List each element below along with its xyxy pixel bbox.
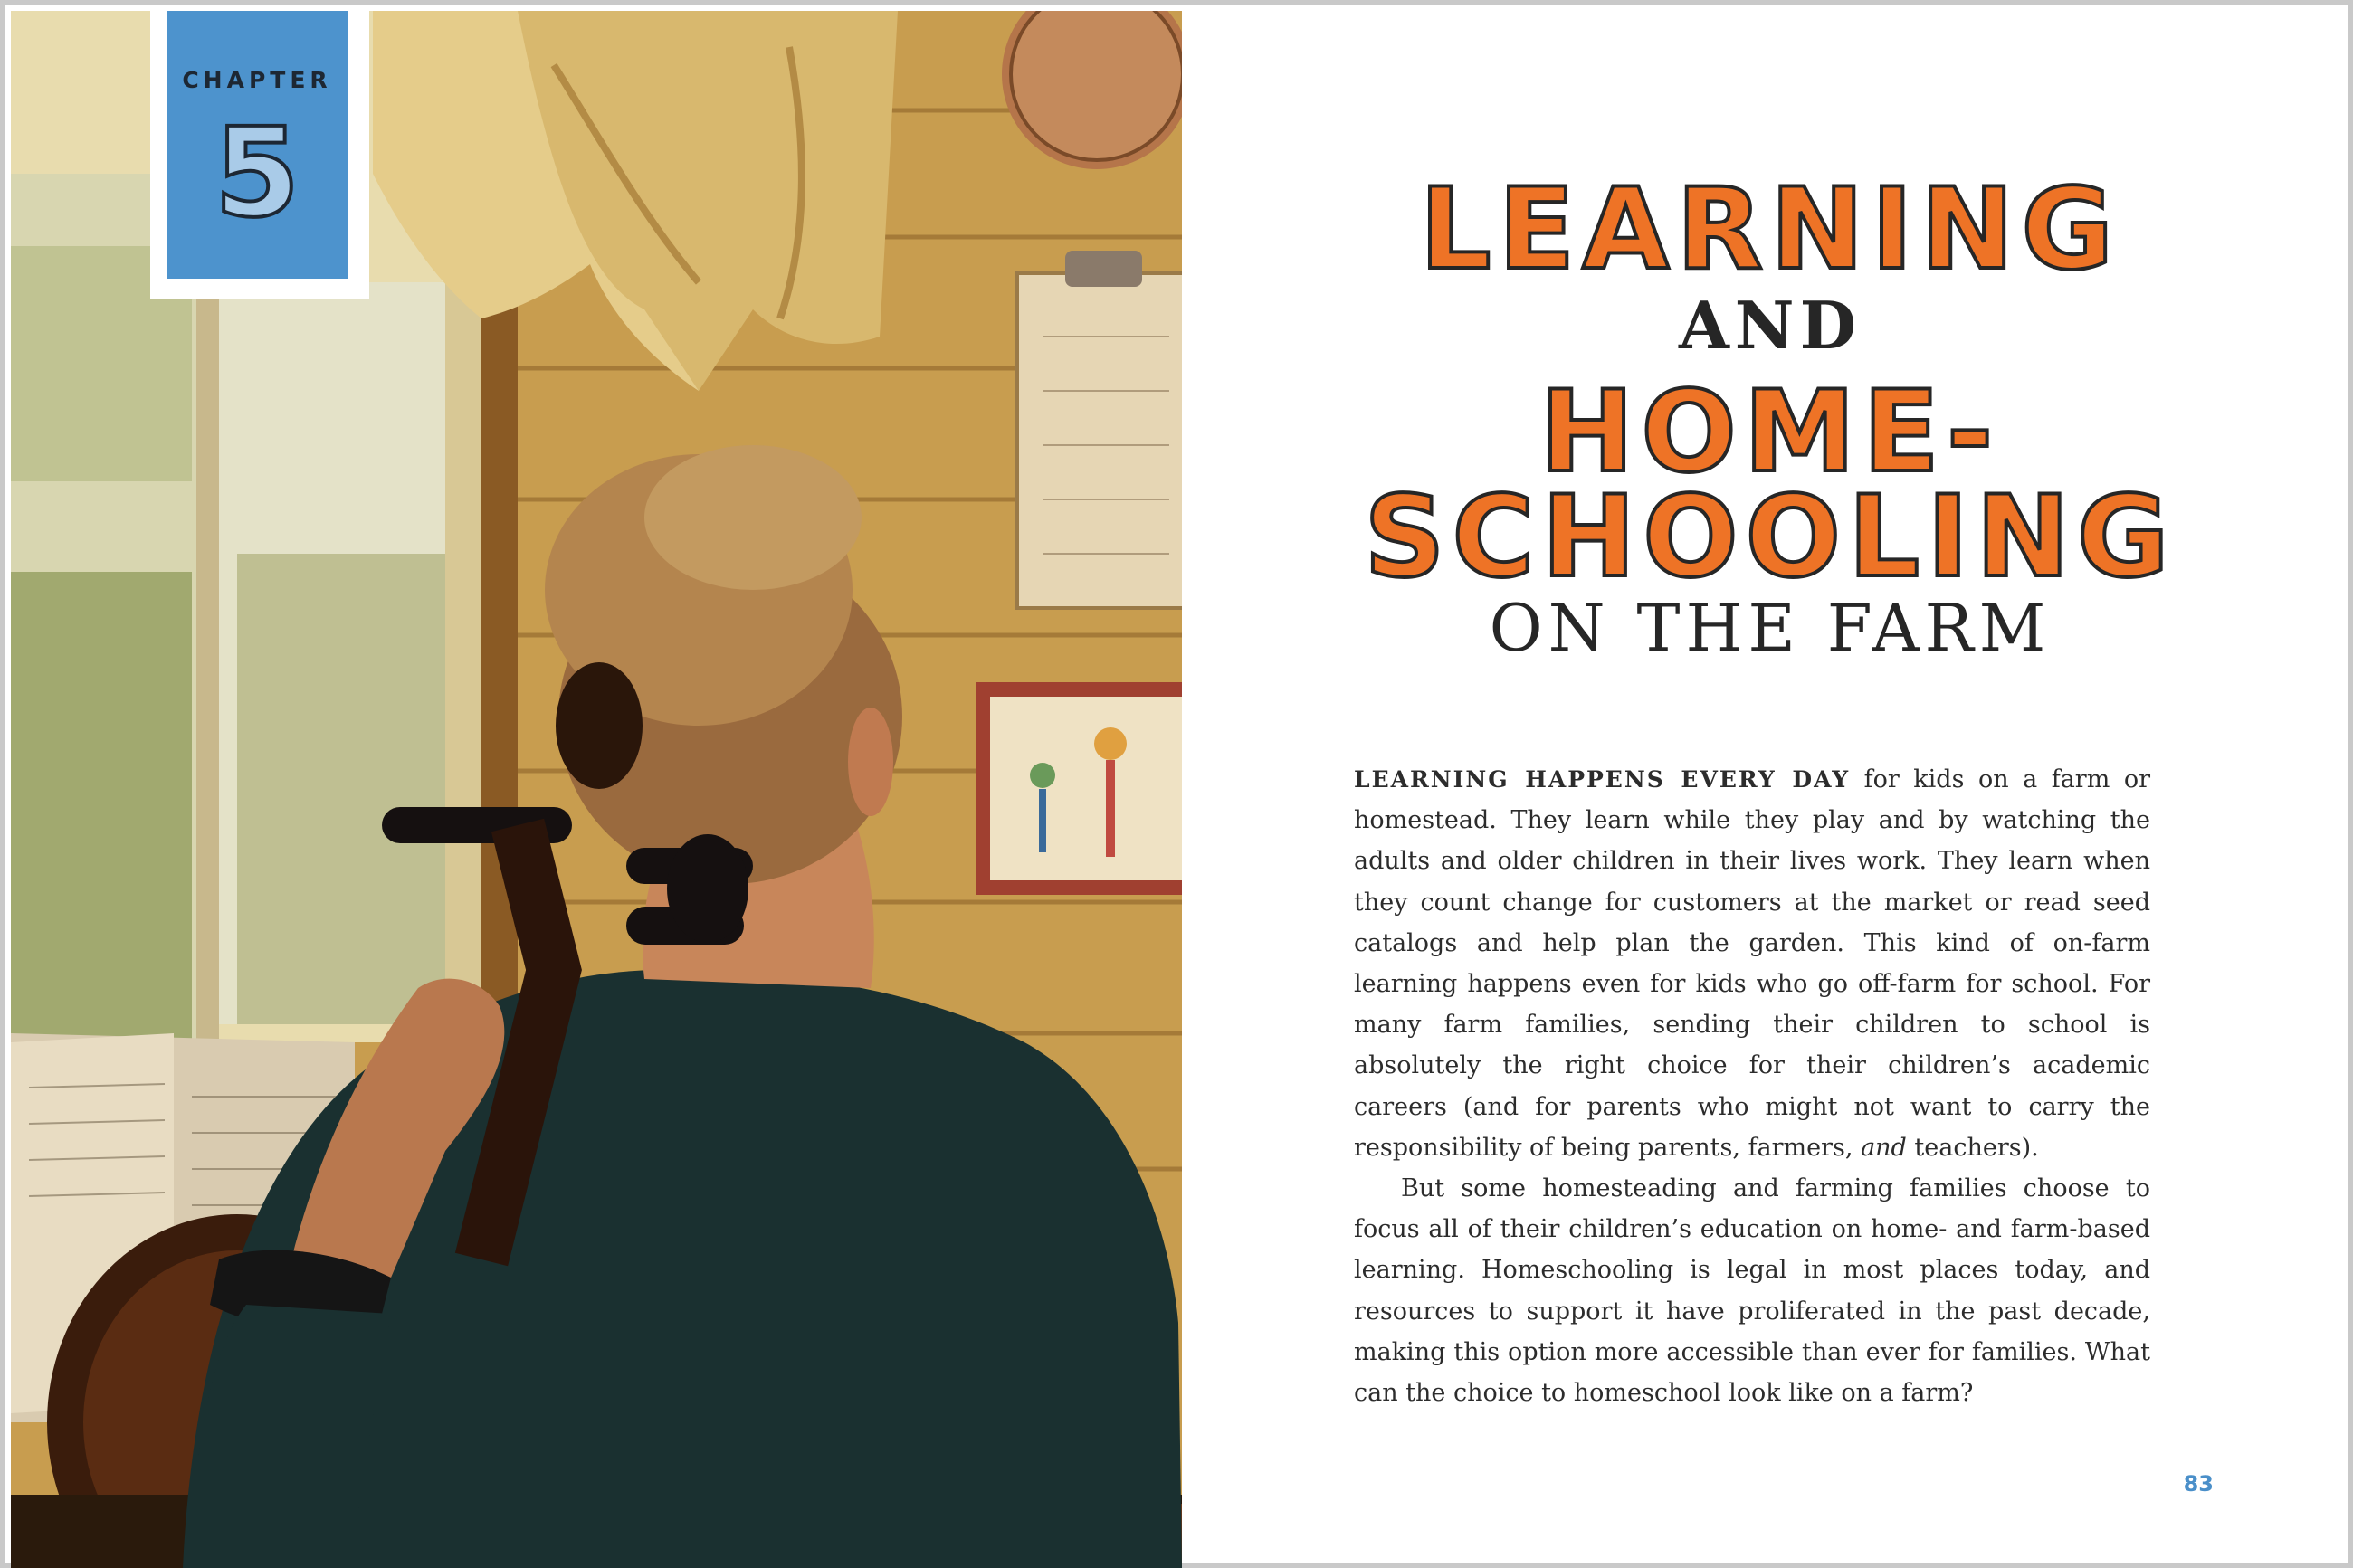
chapter-label: CHAPTER	[182, 67, 332, 93]
title-line-home: HOME-	[1539, 367, 2001, 498]
chapter-intro-text	[1354, 759, 2150, 1413]
title-line-on-the-farm: ON THE FARM	[1489, 590, 2052, 666]
chapter-number: 5	[214, 102, 300, 245]
paragraph-1-text: for kids on a farm or homestead. They learn while they play and by watching the adults and older children in their lives work. They learn when they count change for customers at the market or read seed catalogs and help plan the garden. This kind of on-farm learning happens even for kids who go off-farm for school. For many farm families, sending their children to school is absolutely the right choice for their children’s academic careers (and for parents who might not want to carry the responsibility of being parents, farmers,	[1354, 765, 2150, 1162]
lead-in: LEARNING HAPPENS EVERY DAY	[1354, 766, 1851, 793]
title-line-and: AND	[1678, 287, 1862, 364]
paragraph-1-italic: and	[1861, 1133, 1907, 1162]
paragraph-1	[1354, 759, 2150, 1168]
chapter-badge	[150, 11, 369, 299]
page-number: 83	[2183, 1471, 2214, 1497]
paragraph-2: But some homesteading and farming families choose to focus all of their children’s education on home- and farm-based learning. Homeschooling is legal in most places today, and resources to support it have proliferated in the past decade, making this option more accessible than ever for families. What can the choice to homeschool look like on a farm?	[1354, 1174, 2150, 1408]
title-line-learning: LEARNING	[1419, 165, 2121, 295]
title-line-schooling: SCHOOLING	[1364, 472, 2177, 603]
chapter-badge-panel	[167, 11, 348, 279]
paragraph-1-end: teachers).	[1906, 1133, 2039, 1162]
